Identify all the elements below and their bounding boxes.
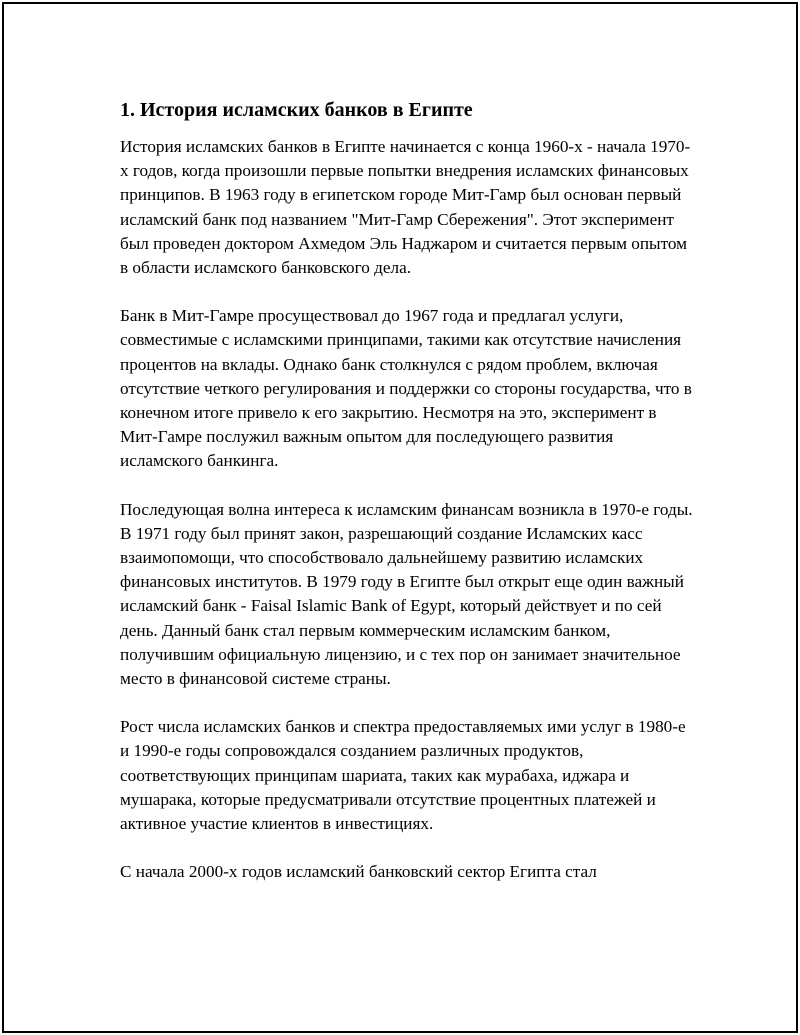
- page-frame: [2, 2, 798, 1033]
- paragraph: С начала 2000-х годов исламский банковский сектор Египта стал: [120, 862, 597, 882]
- document-body: [120, 96, 694, 908]
- paragraph: Последующая волна интереса к исламским финансам возникла в 1970-е годы. В 1971 году был принят закон, разрешающий создание Исламских касс взаимопомощи, что способствовало дальнейшему развитию исламских финансовых институтов. В 1979 году в Египте был открыт еще один важный исламский банк - Faisal Islamic Bank of Egypt, который действует и по сей день. Данный банк стал первым коммерческим исламским банком, получившим официальную лицензию, и с тех пор он занимает значительное место в финансовой системе страны.: [120, 499, 693, 689]
- paragraph: Рост числа исламских банков и спектра предоставляемых ими услуг в 1980-е и 1990-е годы сопровождался созданием различных продуктов, соответствующих принципам шариата, таких как мурабаха, иджара и мушарака, которые предусматривали отсутствие процентных платежей и активное участие клиентов в инвестициях.: [120, 717, 686, 834]
- paragraph: История исламских банков в Египте начинается с конца 1960-х - начала 1970-х годов, когда произошли первые попытки внедрения исламских финансовых принципов. В 1963 году в египетском городе Мит-Гамр был основан первый исламский банк под названием "Мит-Гамр Сбережения". Этот эксперимент был проведен доктором Ахмедом Эль Наджаром и считается первым опытом в области исламского банковского дела.: [120, 137, 691, 278]
- paragraph: Банк в Мит-Гамре просуществовал до 1967 года и предлагал услуги, совместимые с исламскими принципами, такими как отсутствие начисления процентов на вклады. Однако банк столкнулся с рядом проблем, включая отсутствие четкого регулирования и поддержки со стороны государства, что в конечном итоге привело к его закрытию. Несмотря на это, эксперимент в Мит-Гамре послужил важным опытом для последующего развития исламского банкинга.: [120, 306, 692, 471]
- section-heading: 1. История исламских банков в Египте: [120, 99, 473, 121]
